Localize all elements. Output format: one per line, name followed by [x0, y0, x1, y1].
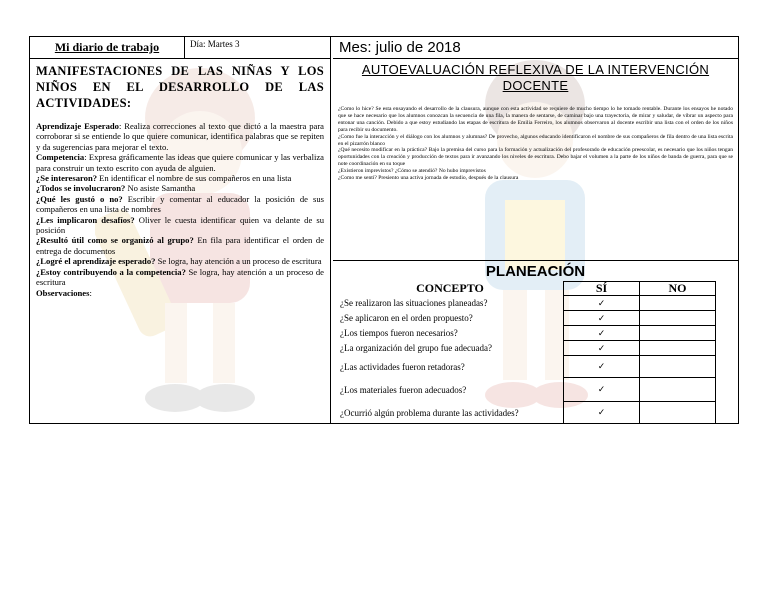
- no-cell: [640, 341, 716, 356]
- header-left: [30, 37, 331, 59]
- autoevaluacion-paragraph: ¿Como lo hice? Se esta ensayando el desarrollo de la clausura, aunque con esta actividad se requiere de mucho tiempo lo he tomado rentable. Durante los ensayos he notado que se hace necesario que los alumnos conozcan la secuencia de una fila, la manera de sentarse, de caminar bajo una trayectoria, de mirar y saludar, de vibrar un aspecto para entonar una canción. Debido a que estoy estudiando las etapas de escritura de Emilia Ferreiro, los alumnos observaron al docente escribir una lista con el orden de los niños para recibir su documento.: [338, 106, 733, 133]
- autoevaluacion-paragraph: ¿Como fue la interacción y el diálogo con los alumnos y alumnas? De provecho, algunos educando identificaron el nombre de sus compañeros de fila dentro de una lista escrita en el pizarrón blanco: [338, 133, 733, 147]
- planeacion-row: [337, 378, 716, 402]
- observation-question: ¿Les implicaron desafíos?: [36, 214, 135, 225]
- observation-answer: No asiste Samantha: [125, 183, 196, 194]
- observation-question: ¿Qué les gustó o no?: [36, 193, 123, 204]
- observation-answer: Se logra, hay atención a un proceso de escritura: [36, 266, 324, 288]
- autoevaluacion-paragraph: ¿Existieron imprevistos? ¿Cómo se atendió? No hubo imprevistos: [338, 168, 486, 175]
- planeacion-row: [337, 356, 716, 378]
- concepto-cell: ¿Las actividades fueron retadoras?: [340, 361, 465, 372]
- observation-question: Observaciones: [36, 287, 90, 298]
- observation-item: [36, 121, 324, 152]
- concepto-cell: ¿Ocurrió algún problema durante las actividades?: [340, 407, 519, 418]
- planeacion-table: [337, 281, 716, 424]
- planeacion-row: [337, 296, 716, 311]
- diary-page: [29, 36, 739, 424]
- no-cell: [640, 378, 716, 402]
- observation-question: ¿Resultó útil como se organizó al grupo?: [36, 235, 194, 246]
- observation-item: [36, 256, 324, 266]
- si-cell: ✓: [564, 326, 640, 341]
- observation-question: ¿Todos se involucraron?: [36, 183, 126, 194]
- observation-question: ¿Se interesaron?: [36, 173, 98, 184]
- no-cell: [640, 296, 716, 311]
- si-cell: ✓: [564, 402, 640, 424]
- observation-question: Aprendizaje Esperado: [36, 121, 119, 131]
- manifestaciones-title: MANIFESTACIONES DE LAS NIÑAS Y LOS NIÑOS EN EL DESARROLLO DE LAS ACTIVIDADES:: [36, 64, 324, 110]
- observation-item: [36, 183, 324, 193]
- observation-item: [36, 288, 324, 298]
- autoevaluacion-section: [333, 59, 738, 261]
- concepto-cell: ¿La organización del grupo fue adecuada?: [340, 343, 493, 353]
- observation-question: ¿Logré el aprendizaje esperado?: [36, 256, 156, 267]
- observation-item: [36, 152, 324, 173]
- observation-item: [36, 194, 324, 215]
- planeacion-title: PLANEACIÓN: [485, 263, 586, 280]
- observations-list: [36, 121, 324, 298]
- si-cell: ✓: [564, 341, 640, 356]
- no-header: NO: [640, 282, 716, 296]
- no-cell: [640, 402, 716, 424]
- observation-answer: :: [89, 287, 92, 298]
- autoevaluacion-paragraph: ¿Qué necesito modificar en la práctica? Bajo la premisa del curso para la formación y actualización del profesorado de educación preescolar, es necesario que los niños tengan oportunidades con la creación y producción de textos para ir avanzando los niveles de escritura. Debo bajar el volumen a la parte de los niños de banda de guerra, para que se note coordinación en su toque: [338, 147, 733, 168]
- planeacion-row: [337, 402, 716, 424]
- month-label: Mes: julio de 2018: [333, 37, 738, 59]
- no-cell: [640, 356, 716, 378]
- observation-item: [36, 235, 324, 256]
- concepto-cell: ¿Los materiales fueron adecuados?: [340, 384, 467, 395]
- concepto-cell: ¿Los tiempos fueron necesarios?: [340, 328, 458, 338]
- observation-answer: En identificar el nombre de sus compañeros en una lista: [97, 173, 292, 184]
- planeacion-row: [337, 311, 716, 326]
- day-label: Día: Martes 3: [190, 39, 240, 49]
- concepto-header: CONCEPTO: [416, 281, 484, 295]
- observation-question: ¿Estoy contribuyendo a la competencia?: [36, 266, 186, 277]
- autoevaluacion-title: AUTOEVALUACIÓN REFLEXIVA DE LA INTERVENCIÓN DOCENTE: [361, 62, 710, 93]
- planeacion-section: [333, 261, 738, 423]
- observation-item: [36, 215, 324, 236]
- observation-answer: Escribir y comentar al educador la posición de sus compañeros en una lista de nombres: [36, 193, 325, 215]
- planeacion-row: [337, 326, 716, 341]
- observation-question: Competencia: [36, 152, 85, 163]
- observation-item: [36, 173, 324, 183]
- no-cell: [640, 326, 716, 341]
- autoevaluacion-text: [338, 106, 733, 182]
- planeacion-header-row: [337, 282, 716, 296]
- si-cell: ✓: [564, 356, 640, 378]
- si-header: SÍ: [564, 282, 640, 296]
- planeacion-row: [337, 341, 716, 356]
- si-cell: ✓: [564, 296, 640, 311]
- no-cell: [640, 311, 716, 326]
- diary-title: Mi diario de trabajo: [30, 37, 185, 58]
- observation-answer: Oliver le cuesta identificar quien va delante de su posición: [36, 214, 325, 236]
- si-cell: ✓: [564, 378, 640, 402]
- observation-answer: En fila para identificar el orden de entrega de documentos: [36, 235, 325, 256]
- observation-item: [36, 267, 324, 288]
- observation-answer: Se logra, hay atención a un proceso de escritura: [155, 256, 322, 267]
- concepto-cell: ¿Se realizaron las situaciones planeadas?: [340, 298, 488, 308]
- manifestaciones-section: [30, 59, 331, 423]
- concepto-cell: ¿Se aplicaron en el orden propuesto?: [340, 313, 473, 323]
- si-cell: ✓: [564, 311, 640, 326]
- autoevaluacion-paragraph: ¿Como me sentí? Presiento una activa jornada de estudio, después de la clausura: [338, 175, 519, 182]
- observation-answer: : Expresa gráficamente las ideas que quiere comunicar y las verbaliza para construir un texto escrito con ayuda de alguien.: [36, 152, 324, 173]
- observation-answer: : Realiza correcciones al texto que dictó a la maestra para corroborar si se entiende lo que quiere comunicar, identifica palabras que se repiten y da sugerencias para mejorar el texto.: [36, 121, 324, 152]
